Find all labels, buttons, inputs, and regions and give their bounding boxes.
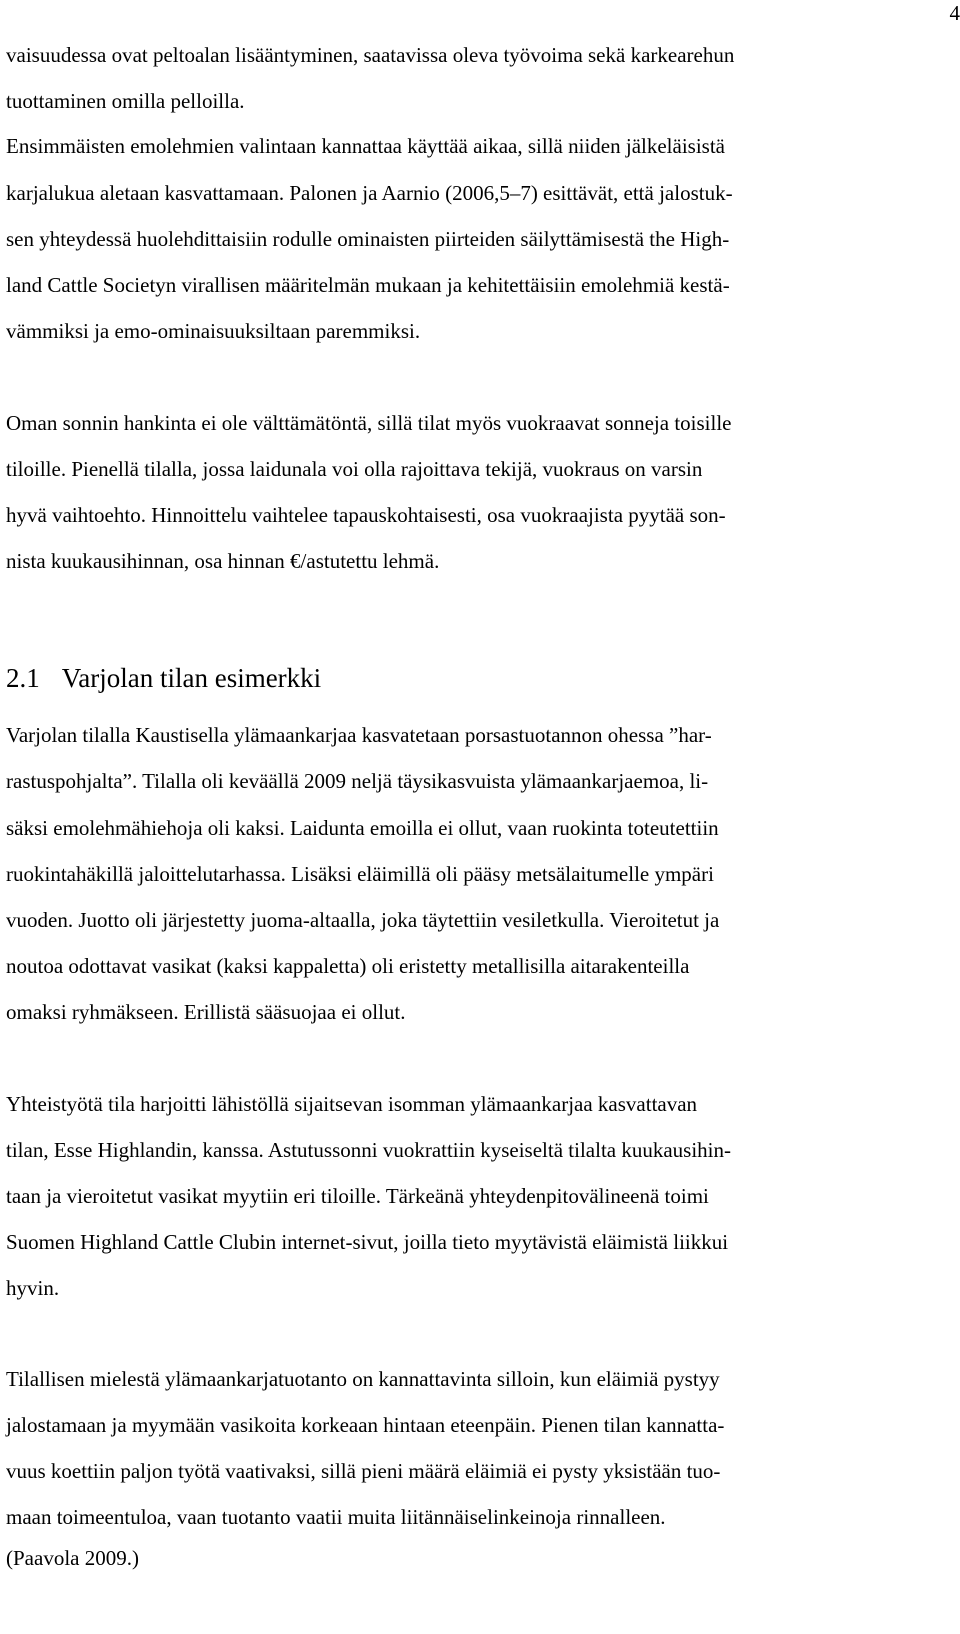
text-line: rastuspohjalta”. Tilalla oli keväällä 2009 neljä täysikasvuista ylämaankarjaemoa, li- [6,769,709,793]
text-line: Ensimmäisten emolehmien valintaan kannattaa käyttää aikaa, sillä niiden jälkeläisistä [6,134,726,158]
text-line: vuoden. Juotto oli järjestetty juoma-altaalla, joka täytettiin vesiletkulla. Vieroitetut ja [6,908,720,932]
text-line: tuottaminen omilla pelloilla. [6,89,245,113]
text-line: vaisuudessa ovat peltoalan lisääntyminen, saatavissa oleva työvoima sekä karkearehun [6,43,735,67]
text-line: ruokintahäkillä jaloittelutarhassa. Lisäksi eläimillä oli pääsy metsälaitumelle ympäri [6,862,714,886]
text-line: maan toimeentuloa, vaan tuotanto vaatii muita liitännäiselinkeinoja rinnalleen. [6,1505,666,1529]
text-line: (Paavola 2009.) [6,1546,139,1570]
text-line: Varjolan tilalla Kaustisella ylämaankarjaa kasvatetaan porsastuotannon ohessa ”har- [6,723,712,747]
page-number: 4 [949,1,960,25]
text-line: hyvin. [6,1276,60,1300]
text-line: Oman sonnin hankinta ei ole välttämätöntä, sillä tilat myös vuokraavat sonneja toisille [6,411,732,435]
text-line: noutoa odottavat vasikat (kaksi kappaletta) oli eristetty metallisilla aitarakenteilla [6,954,690,978]
text-line: nista kuukausihinnan, osa hinnan €/astutettu lehmä. [6,549,440,573]
text-line: Tilallisen mielestä ylämaankarjatuotanto on kannattavinta silloin, kun eläimiä pystyy [6,1367,720,1391]
text-line: land Cattle Societyn virallisen määritelmän mukaan ja kehitettäisiin emolehmiä kestä- [6,273,730,297]
text-line: tiloille. Pienellä tilalla, jossa laidunala voi olla rajoittava tekijä, vuokraus on varsin [6,457,703,481]
text-line: vuus koettiin paljon työtä vaativaksi, sillä pieni määrä eläimiä ei pysty yksistään tuo- [6,1459,721,1483]
text-line: Yhteistyötä tila harjoitti lähistöllä sijaitsevan isomman ylämaankarjaa kasvattavan [6,1092,698,1116]
text-line: hyvä vaihtoehto. Hinnoittelu vaihtelee tapauskohtaisesti, osa vuokraajista pyytää son- [6,503,726,527]
text-line: karjalukua aletaan kasvattamaan. Palonen ja Aarnio (2006,5–7) esittävät, että jalostuk- [6,181,733,205]
text-line: taan ja vieroitetut vasikat myytiin eri tiloille. Tärkeänä yhteydenpitovälineenä toimi [6,1184,709,1208]
text-line: jalostamaan ja myymään vasikoita korkeaan hintaan eteenpäin. Pienen tilan kannatta- [6,1413,725,1437]
text-line: sen yhteydessä huolehdittaisiin rodulle ominaisten piirteiden säilyttämisestä the High- [6,227,730,251]
text-line: vämmiksi ja emo-ominaisuuksiltaan paremmiksi. [6,319,421,343]
text-line: Suomen Highland Cattle Clubin internet-sivut, joilla tieto myytävistä eläimistä liikkui [6,1230,729,1254]
text-line: omaksi ryhmäkseen. Erillistä sääsuojaa ei ollut. [6,1000,406,1024]
text-line: tilan, Esse Highlandin, kanssa. Astutussonni vuokrattiin kyseiseltä tilalta kuukausihin- [6,1138,732,1162]
text-line: säksi emolehmähiehoja oli kaksi. Laidunta emoilla ei ollut, vaan ruokinta toteutettiin [6,816,719,840]
section-title: Varjolan tilan esimerkki [61,663,322,693]
section-heading [6,662,321,694]
section-number: 2.1 [6,663,40,693]
